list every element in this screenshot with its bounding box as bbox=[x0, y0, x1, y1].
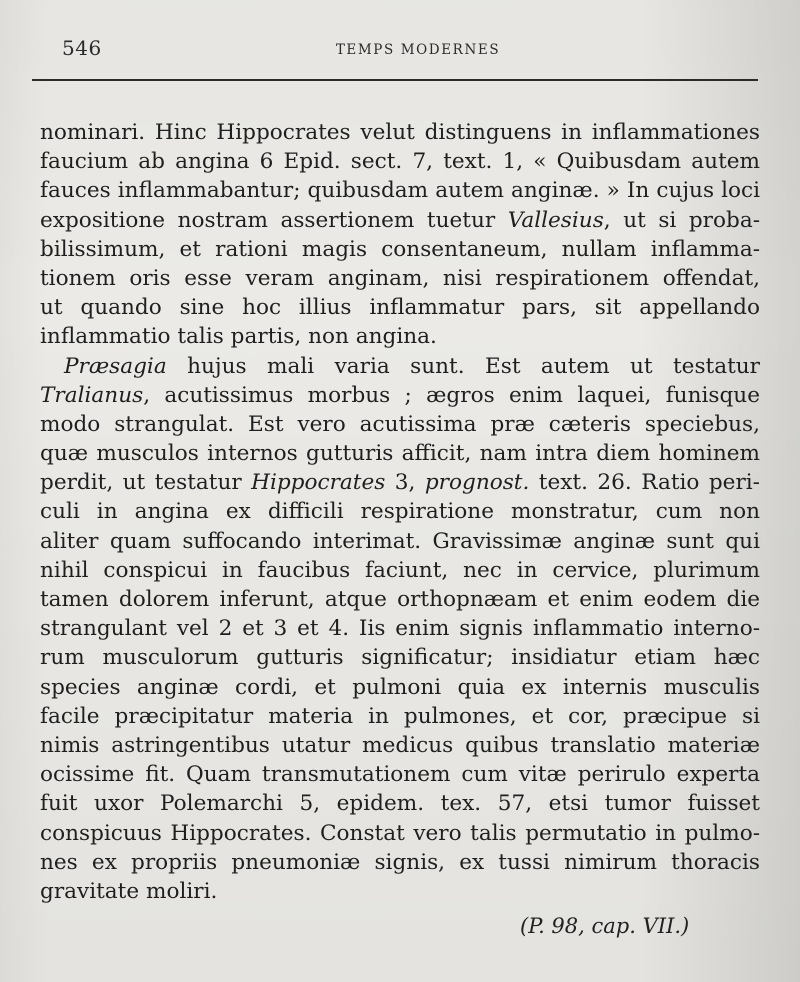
text-segment: aliter quam suffocando interimat. Gravissimæ anginæ sunt qui bbox=[40, 528, 760, 554]
running-head bbox=[62, 36, 754, 66]
italic-text: Tralianus bbox=[40, 382, 144, 408]
text-segment: , acutissimus morbus ; ægros enim laquei, funisque bbox=[143, 382, 760, 408]
text-line bbox=[40, 410, 760, 439]
text-line bbox=[40, 352, 760, 381]
text-segment: conspicuus Hippocrates. Constat vero talis permutatio in pulmo- bbox=[40, 820, 760, 846]
text-line bbox=[40, 497, 760, 526]
text-line bbox=[40, 293, 760, 322]
text-segment: , ut si proba- bbox=[603, 207, 760, 233]
text-segment: nominari. Hinc Hippocrates velut distinguens in inflammationes bbox=[40, 120, 760, 145]
text-line bbox=[40, 147, 760, 176]
text-line bbox=[40, 264, 760, 293]
text-segment: rum musculorum gutturis significatur; insidiatur etiam hæc bbox=[40, 645, 760, 671]
text-segment: strangulant vel 2 et 3 et 4. Iis enim signis inflammatio interno- bbox=[40, 616, 760, 642]
text-line bbox=[40, 760, 760, 789]
text-line bbox=[40, 614, 760, 643]
text-segment: expositione nostram assertionem tuetur bbox=[40, 207, 508, 233]
text-line bbox=[40, 118, 760, 147]
text-line bbox=[40, 527, 760, 556]
text-segment: faucium ab angina 6 Epid. sect. 7, text. 1, « Quibusdam autem bbox=[40, 149, 760, 175]
text-segment: fauces inflammabantur; quibusdam autem anginæ. » In cujus loci bbox=[40, 178, 760, 204]
text-segment: ut quando sine hoc illius inflammatur pars, sit appellando bbox=[40, 295, 760, 321]
text-segment: fuit uxor Polemarchi 5, epidem. tex. 57, etsi tumor fuisset bbox=[40, 791, 760, 817]
text-line bbox=[40, 585, 760, 614]
text-segment: facile præcipitatur materia in pulmones, et cor, præcipue si bbox=[40, 703, 760, 729]
text-segment: 3, bbox=[385, 470, 425, 496]
text-segment: perdit, ut testatur bbox=[40, 470, 252, 496]
text-segment: bilissimum, et rationi magis consentaneum, nullam inflamma- bbox=[40, 236, 760, 262]
text-segment: nimis astringentibus utatur medicus quibus translatio materiæ bbox=[40, 732, 760, 758]
text-line bbox=[40, 731, 760, 760]
text-line bbox=[40, 556, 760, 585]
text-line bbox=[40, 176, 760, 205]
text-segment: species anginæ cordi, et pulmoni quia ex internis musculis bbox=[40, 674, 760, 700]
page-number: 546 bbox=[62, 36, 102, 60]
italic-text: Vallesius bbox=[507, 207, 604, 233]
italic-text: Hippocrates bbox=[251, 470, 386, 496]
text-segment: ocissime fit. Quam transmutationem cum vitæ perirulo experta bbox=[40, 762, 760, 788]
text-line bbox=[40, 673, 760, 702]
text-segment: nihil conspicui in faucibus faciunt, nec in cervice, plurimum bbox=[40, 557, 760, 583]
text-segment: tionem oris esse veram anginam, nisi respirationem offendat, bbox=[40, 265, 760, 291]
italic-text: Præsagia bbox=[64, 353, 167, 379]
text-segment: tamen dolorem inferunt, atque orthopnæam et enim eodem die bbox=[40, 587, 760, 612]
italic-text: prognost. bbox=[424, 470, 530, 496]
text-segment: hujus mali varia sunt. Est autem ut testatur bbox=[166, 353, 760, 379]
text-line bbox=[40, 439, 760, 468]
text-line bbox=[40, 322, 760, 351]
text-segment: gravitate moliri. bbox=[40, 878, 218, 904]
text-segment: inflammatio talis partis, non angina. bbox=[40, 324, 437, 350]
text-line bbox=[40, 468, 760, 497]
citation: (P. 98, cap. VII.) bbox=[520, 914, 690, 938]
text-line bbox=[40, 789, 760, 818]
text-line bbox=[40, 206, 760, 235]
text-line bbox=[40, 819, 760, 848]
body-text bbox=[40, 118, 760, 906]
text-line bbox=[40, 877, 760, 906]
text-segment: modo strangulat. Est vero acutissima præ cæteris speciebus, bbox=[40, 411, 760, 437]
text-line bbox=[40, 381, 760, 410]
text-line bbox=[40, 848, 760, 877]
text-segment: nes ex propriis pneumoniæ signis, ex tussi nimirum thoracis bbox=[40, 849, 760, 875]
text-segment: culi in angina ex difficili respiratione monstratur, cum non bbox=[40, 499, 760, 525]
text-line bbox=[40, 643, 760, 672]
text-line bbox=[40, 702, 760, 731]
header-rule bbox=[32, 79, 758, 81]
text-segment: quæ musculos internos gutturis afficit, nam intra diem hominem bbox=[40, 441, 760, 467]
running-title: TEMPS MODERNES bbox=[335, 42, 501, 58]
text-segment: text. 26. Ratio peri- bbox=[529, 470, 760, 496]
text-line bbox=[40, 235, 760, 264]
